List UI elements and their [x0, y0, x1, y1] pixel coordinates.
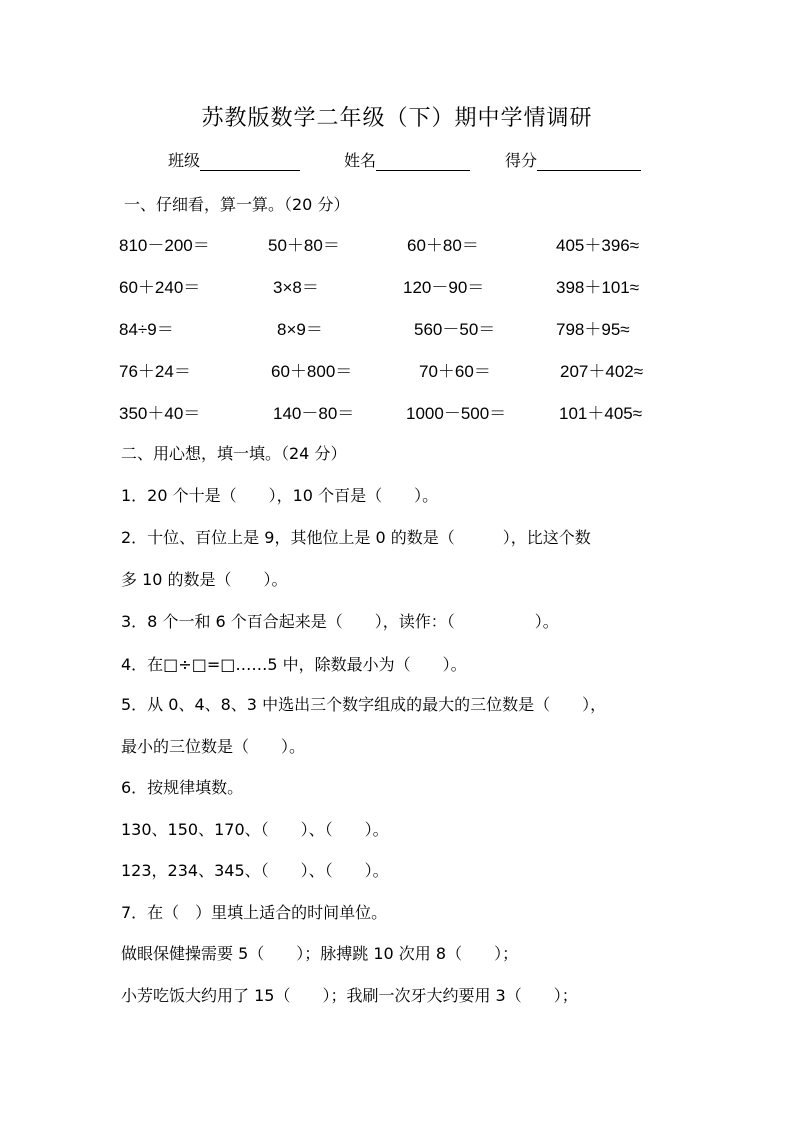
name-label: 姓名 [344, 151, 377, 170]
question-line: 小芳吃饭大约用了 15（ ）；我刷一次牙大约要用 3（ ）； [121, 986, 578, 1005]
calc-item: 405＋396≈ [556, 236, 640, 255]
score-field [505, 148, 641, 171]
calc-item: 84÷9＝ [119, 320, 174, 339]
calc-item: 50＋80＝ [268, 236, 340, 255]
class-label: 班级 [168, 151, 201, 170]
calc-item: 207＋402≈ [560, 362, 644, 381]
question-line: 最小的三位数是（ ）。 [121, 737, 306, 756]
question-line: 130、150、170、（ ）、（ ）。 [121, 820, 389, 839]
calc-item: 60＋80＝ [407, 236, 479, 255]
calc-item: 60＋800＝ [271, 362, 353, 381]
calc-item: 350＋40＝ [119, 404, 201, 423]
name-field [344, 148, 470, 171]
calc-item: 560－50＝ [414, 320, 496, 339]
class-blank [200, 154, 300, 171]
question-line: 4．在□÷□=□……5 中，除数最小为（ ）。 [121, 655, 467, 674]
calc-item: 70＋60＝ [419, 362, 491, 381]
calc-item: 101＋405≈ [559, 404, 643, 423]
question-line: 2．十位、百位上是 9，其他位上是 0 的数是（ ），比这个数 [121, 528, 591, 547]
page-title: 苏教版数学二年级（下）期中学情调研 [201, 106, 593, 131]
calc-item: 8×9＝ [277, 320, 323, 339]
calc-item: 120－90＝ [403, 278, 485, 297]
calc-item: 1000－500＝ [406, 404, 507, 423]
score-blank [537, 154, 641, 171]
calc-item: 398＋101≈ [556, 278, 640, 297]
question-line: 7．在（ ）里填上适合的时间单位。 [121, 903, 388, 922]
calc-item: 3×8＝ [273, 278, 319, 297]
calc-item: 798＋95≈ [556, 320, 630, 339]
score-label: 得分 [505, 151, 538, 170]
question-line: 3．8 个一和 6 个百合起来是（ ），读作：（ ）。 [121, 612, 559, 631]
question-line: 6．按规律填数。 [121, 778, 244, 797]
question-line: 多 10 的数是（ ）。 [121, 570, 288, 589]
name-blank [376, 154, 470, 171]
calc-item: 810－200＝ [119, 236, 210, 255]
section2-heading: 二、用心想，填一填。（24 分） [121, 444, 347, 463]
calc-item: 140－80＝ [273, 404, 355, 423]
calc-item: 60＋240＝ [119, 278, 201, 297]
calc-item: 76＋24＝ [119, 362, 191, 381]
question-line: 123，234、345、（ ）、（ ）。 [121, 861, 389, 880]
section1-heading: 一、仔细看，算一算。（20 分） [124, 195, 350, 214]
class-field [168, 148, 300, 171]
question-line: 5．从 0、4、8、3 中选出三个数字组成的最大的三位数是（ ）， [121, 695, 607, 714]
question-line: 做眼保健操需要 5（ ）；脉搏跳 10 次用 8（ ）； [121, 944, 519, 963]
question-line: 1．20 个十是（ ），10 个百是（ ）。 [121, 486, 439, 505]
